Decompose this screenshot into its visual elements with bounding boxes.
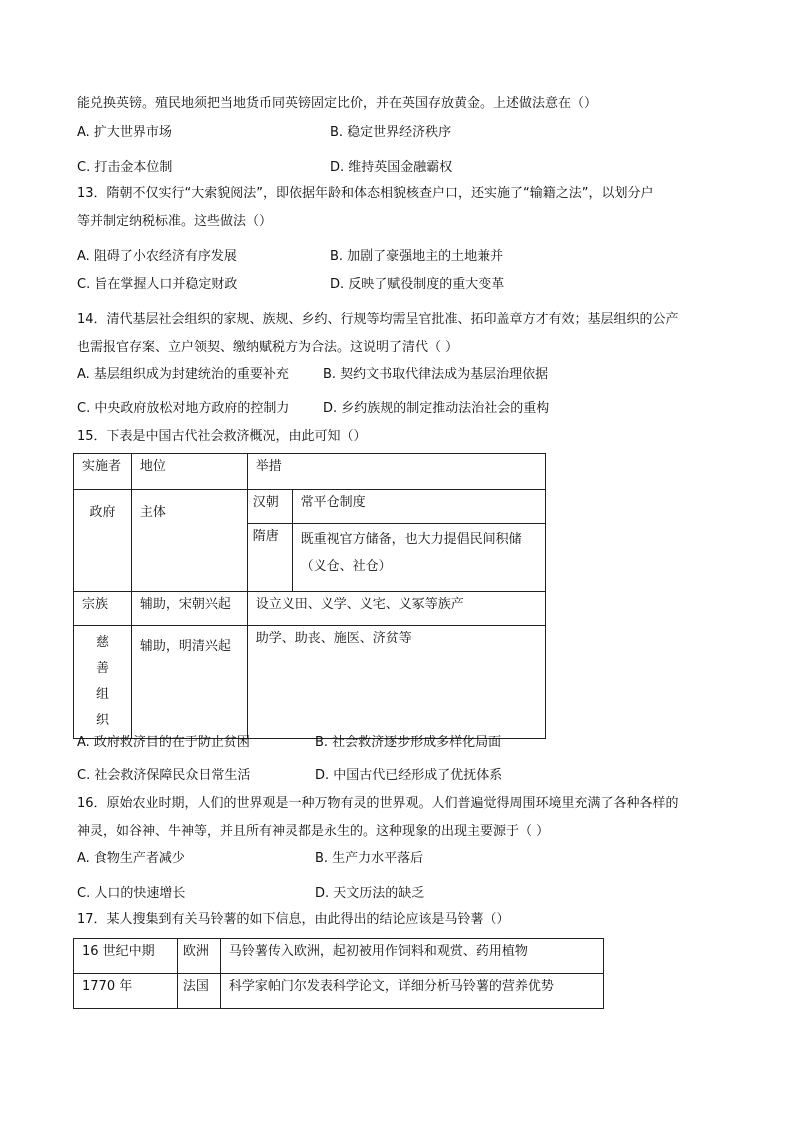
q16-option-d[interactable]: D. 天文历法的缺乏: [315, 886, 425, 901]
q12-stem-tail: 能兑换英镑。殖民地须把当地货币同英镑固定比价，并在英国存放黄金。上述做法意在（）: [77, 96, 598, 111]
q15-gov-measure-han: 常平仓制度: [300, 495, 366, 510]
q15-stem: 15．下表是中国古代社会救济概况，由此可知（）: [77, 429, 367, 444]
q12-option-b[interactable]: B. 稳定世界经济秩序: [330, 125, 452, 140]
q16-option-b[interactable]: B. 生产力水平落后: [315, 851, 424, 866]
q17-row1-event: 马铃薯传入欧洲，起初被用作饲料和观赏、药用植物: [228, 944, 528, 959]
q16-stem-line1: 16．原始农业时期，人们的世界观是一种万物有灵的世界观。人们普遍觉得周围环境里充满了各种各样的: [77, 796, 679, 811]
q15-option-a[interactable]: A. 政府救济目的在于防止贫困: [77, 735, 250, 750]
q16-stem-line2: 神灵，如谷神、牛神等，并且所有神灵都是永生的。这种现象的出现主要源于（ ）: [77, 824, 550, 839]
q15-relief-table: [73, 453, 546, 739]
q15-charity-actor: 慈善组织: [95, 635, 109, 728]
q17-row2-place: 法国: [182, 979, 209, 994]
q15-charity-measure: 助学、助丧、施医、济贫等: [255, 631, 412, 646]
q14-stem-line1: 14．清代基层社会组织的家规、族规、乡约、行规等均需呈官批准、拓印盖章方才有效；基层组织的公产: [77, 312, 679, 327]
q17-stem: 17．某人搜集到有关马铃薯的如下信息，由此得出的结论应该是马铃薯（）: [77, 912, 510, 927]
q13-option-a[interactable]: A. 阻碍了小农经济有序发展: [77, 249, 237, 264]
q14-option-d[interactable]: D. 乡约族规的制定推动法治社会的重构: [323, 401, 550, 416]
q16-option-a[interactable]: A. 食物生产者减少: [77, 851, 185, 866]
q14-option-b[interactable]: B. 契约文书取代律法成为基层治理依据: [323, 367, 549, 382]
q15-option-c[interactable]: C. 社会救济保障民众日常生活: [77, 768, 251, 783]
q13-option-c[interactable]: C. 旨在掌握人口并稳定财政: [77, 277, 238, 292]
q15-gov-status: 主体: [139, 505, 166, 520]
q16-option-c[interactable]: C. 人口的快速增长: [77, 886, 186, 901]
q15-clan-measure: 设立义田、义学、义宅、义冢等族产: [255, 597, 464, 612]
q17-row1-time: 16 世纪中期: [82, 944, 155, 959]
q17-row2-time: 1770 年: [82, 979, 133, 994]
q13-stem-line2: 等并制定纳税标准。这些做法（）: [77, 214, 273, 229]
q15-charity-status: 辅助，明清兴起: [139, 639, 231, 654]
q15-gov-measure-suitang: 既重视官方储备，也大力提倡民间积储（义仓、社仓）: [300, 532, 522, 574]
q13-option-b[interactable]: B. 加剧了豪强地主的土地兼并: [330, 249, 504, 264]
q14-stem-line2: 也需报官存案、立户领契、缴纳赋税方为合法。这说明了清代（ ）: [77, 340, 459, 355]
q17-row2-event: 科学家帕门尔发表科学论文，详细分析马铃薯的营养优势: [228, 979, 554, 994]
q15-gov-dynasty-suitang: 隋唐: [252, 529, 279, 544]
q14-option-c[interactable]: C. 中央政府放松对地方政府的控制力: [77, 401, 290, 416]
q13-option-d[interactable]: D. 反映了赋役制度的重大变革: [330, 277, 505, 292]
q15-header-measure: 举措: [255, 459, 282, 474]
q15-clan-status: 辅助，宋朝兴起: [139, 597, 231, 612]
q14-option-a[interactable]: A. 基层组织成为封建统治的重要补充: [77, 367, 289, 382]
q17-potato-table: [73, 938, 604, 1009]
q15-header-actor: 实施者: [82, 459, 122, 474]
q15-gov-dynasty-han: 汉朝: [252, 495, 279, 510]
q15-header-status: 地位: [139, 459, 166, 474]
q12-option-a[interactable]: A. 扩大世界市场: [77, 125, 172, 140]
q15-clan-actor: 宗族: [82, 597, 109, 612]
q15-option-d[interactable]: D. 中国古代已经形成了优抚体系: [315, 768, 503, 783]
q15-gov-actor: 政府: [89, 505, 116, 520]
q13-stem-line1: 13．隋朝不仅实行“大索貌阅法”，即依据年龄和体态相貌核查户口，还实施了“输籍之法”，以划分户: [77, 186, 654, 201]
q17-row1-place: 欧洲: [182, 944, 209, 959]
q15-option-b[interactable]: B. 社会救济逐步形成多样化局面: [315, 735, 502, 750]
q12-option-c[interactable]: C. 打击金本位制: [77, 160, 173, 175]
q12-option-d[interactable]: D. 维持英国金融霸权: [330, 160, 453, 175]
